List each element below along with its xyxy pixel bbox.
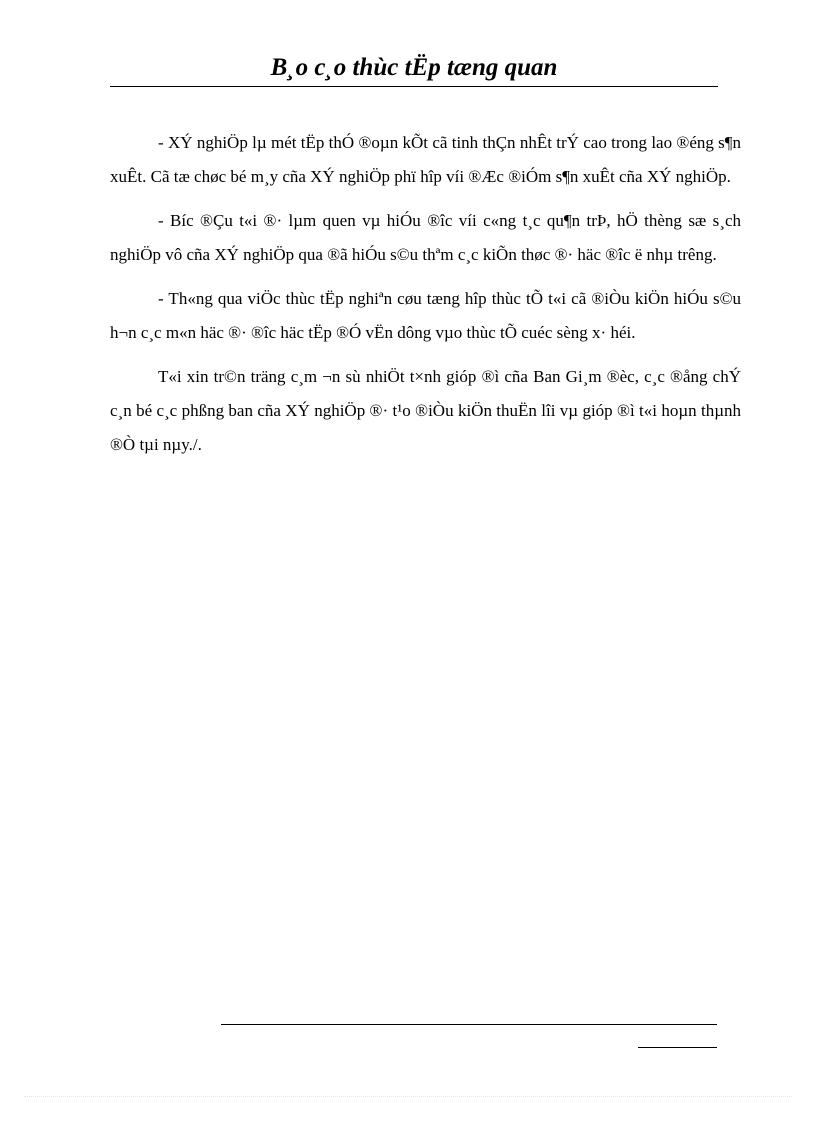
paragraph-4: T«i xin tr©n träng c¸m ¬n sù nhiÖt t×nh gióp ®ì cña Ban Gi¸m ®èc, c¸c ®ång chÝ c¸n bé c¸c phßng ban cña XÝ nghiÖp ®· t¹o ®iÒu kiÖn thuËn lîi vµ gióp ®ì t«i hoµn thµnh ®Ò tµi nµy./.	[110, 367, 741, 454]
paragraph-2: - Bíc ®Çu t«i ®· lµm quen vµ hiÓu ®îc víi c«ng t¸c qu¶n trÞ, hÖ thèng sæ s¸ch nghiÖp vô cña XÝ nghiÖp qua ®ã hiÓu s©u thªm c¸c kiÕn thøc ®· häc ®îc ë nhµ trêng.	[110, 211, 741, 264]
footer-rule-long	[221, 1024, 717, 1025]
header-rule	[110, 86, 718, 87]
paragraph-3: - Th«ng qua viÖc thùc tËp nghiªn cøu tæng hîp thùc tÕ t«i cã ®iÒu kiÖn hiÓu s©u h¬n c¸c m«n häc ®· ®îc häc tËp ®Ó vËn dông vµo thùc tÕ cuéc sèng x· héi.	[110, 289, 741, 342]
page-bottom-edge	[24, 1096, 792, 1097]
page-header-title: B¸o c¸o thùc tËp tæng quan	[270, 54, 558, 81]
footer-rule-short	[638, 1047, 717, 1048]
paragraph-1: - XÝ nghiÖp lµ mét tËp thÓ ®oµn kÕt cã tinh thÇn nhÊt trÝ cao trong lao ®éng s¶n xuÊt. Cã tæ chøc bé m¸y cña XÝ nghiÖp phï hîp víi ®Æc ®iÓm s¶n xuÊt cña XÝ nghiÖp.	[110, 133, 741, 186]
document-body	[110, 126, 741, 472]
